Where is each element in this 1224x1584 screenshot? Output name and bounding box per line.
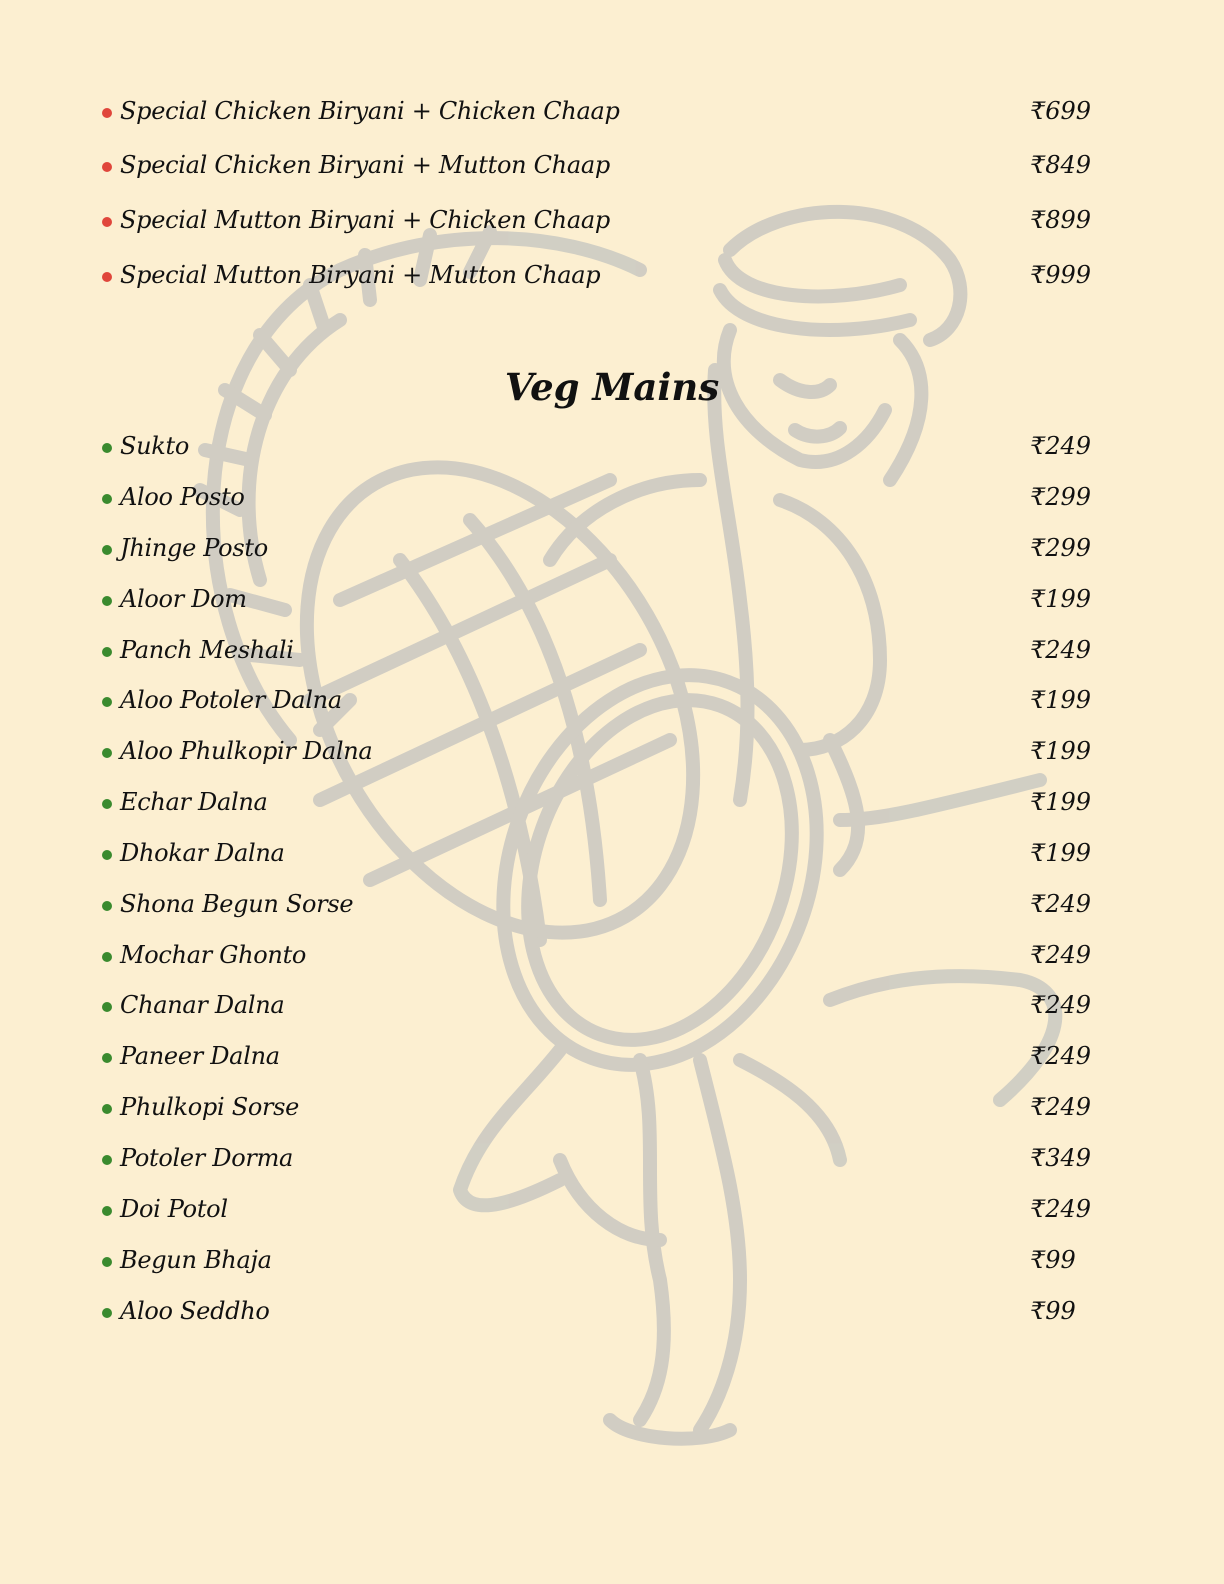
list-item <box>100 1090 1090 1124</box>
list-item <box>100 480 1090 514</box>
non-veg-dot-icon <box>102 108 112 118</box>
veg-dot-icon <box>102 494 112 504</box>
item-name: Aloo Seddho <box>120 1297 270 1325</box>
item-name: Aloo Phulkopir Dalna <box>120 737 373 765</box>
item-name: Potoler Dorma <box>120 1144 294 1172</box>
item-price: ₹249 <box>1030 890 1092 918</box>
list-item <box>100 1294 1090 1328</box>
item-price: ₹349 <box>1030 1144 1092 1172</box>
veg-dot-icon <box>102 443 112 453</box>
item-name: Jhinge Posto <box>120 534 268 562</box>
list-item <box>100 203 1090 237</box>
list-item <box>100 938 1090 972</box>
veg-dot-icon <box>102 1308 112 1318</box>
item-name: Shona Begun Sorse <box>120 890 354 918</box>
item-price: ₹899 <box>1030 206 1092 234</box>
list-item <box>100 429 1090 463</box>
item-name: Begun Bhaja <box>120 1246 272 1274</box>
veg-dot-icon <box>102 1053 112 1063</box>
item-name: Special Chicken Biryani + Mutton Chaap <box>120 151 610 179</box>
item-price: ₹99 <box>1030 1297 1076 1325</box>
item-name: Mochar Ghonto <box>120 941 307 969</box>
veg-dot-icon <box>102 697 112 707</box>
item-name: Special Chicken Biryani + Chicken Chaap <box>120 97 620 125</box>
item-price: ₹249 <box>1030 432 1092 460</box>
list-item <box>100 1141 1090 1175</box>
item-name: Doi Potol <box>120 1195 228 1223</box>
veg-dot-icon <box>102 1104 112 1114</box>
veg-dot-icon <box>102 901 112 911</box>
item-name: Phulkopi Sorse <box>120 1093 300 1121</box>
item-price: ₹199 <box>1030 585 1092 613</box>
item-price: ₹699 <box>1030 97 1092 125</box>
item-name: Aloo Potoler Dalna <box>120 686 342 714</box>
list-item <box>100 1192 1090 1226</box>
item-price: ₹299 <box>1030 534 1092 562</box>
item-name: Echar Dalna <box>120 788 268 816</box>
list-item <box>100 258 1090 292</box>
list-item <box>100 1243 1090 1277</box>
veg-dot-icon <box>102 799 112 809</box>
veg-dot-icon <box>102 596 112 606</box>
item-price: ₹249 <box>1030 636 1092 664</box>
item-price: ₹249 <box>1030 991 1092 1019</box>
list-item <box>100 633 1090 667</box>
item-price: ₹249 <box>1030 1093 1092 1121</box>
item-price: ₹249 <box>1030 941 1092 969</box>
item-price: ₹299 <box>1030 483 1092 511</box>
item-name: Chanar Dalna <box>120 991 285 1019</box>
item-name: Sukto <box>120 432 190 460</box>
section-title-veg-mains: Veg Mains <box>504 365 720 409</box>
item-name: Dhokar Dalna <box>120 839 285 867</box>
veg-dot-icon <box>102 1257 112 1267</box>
list-item <box>100 836 1090 870</box>
item-name: Panch Meshali <box>120 636 294 664</box>
veg-dot-icon <box>102 748 112 758</box>
item-price: ₹199 <box>1030 686 1092 714</box>
item-price: ₹199 <box>1030 788 1092 816</box>
veg-dot-icon <box>102 1002 112 1012</box>
list-item <box>100 94 1090 128</box>
item-price: ₹849 <box>1030 151 1092 179</box>
veg-dot-icon <box>102 850 112 860</box>
non-veg-dot-icon <box>102 162 112 172</box>
non-veg-dot-icon <box>102 217 112 227</box>
veg-dot-icon <box>102 1206 112 1216</box>
list-item <box>100 988 1090 1022</box>
list-item <box>100 734 1090 768</box>
veg-dot-icon <box>102 952 112 962</box>
item-price: ₹249 <box>1030 1042 1092 1070</box>
veg-dot-icon <box>102 545 112 555</box>
item-price: ₹199 <box>1030 839 1092 867</box>
list-item <box>100 582 1090 616</box>
list-item <box>100 683 1090 717</box>
item-name: Paneer Dalna <box>120 1042 280 1070</box>
list-item <box>100 1039 1090 1073</box>
item-price: ₹99 <box>1030 1246 1076 1274</box>
non-veg-dot-icon <box>102 272 112 282</box>
item-name: Aloor Dom <box>120 585 247 613</box>
veg-dot-icon <box>102 1155 112 1165</box>
item-price: ₹199 <box>1030 737 1092 765</box>
item-name: Aloo Posto <box>120 483 245 511</box>
veg-dot-icon <box>102 647 112 657</box>
item-price: ₹999 <box>1030 261 1092 289</box>
list-item <box>100 887 1090 921</box>
list-item <box>100 785 1090 819</box>
list-item <box>100 148 1090 182</box>
item-name: Special Mutton Biryani + Chicken Chaap <box>120 206 610 234</box>
item-price: ₹249 <box>1030 1195 1092 1223</box>
list-item <box>100 531 1090 565</box>
item-name: Special Mutton Biryani + Mutton Chaap <box>120 261 601 289</box>
